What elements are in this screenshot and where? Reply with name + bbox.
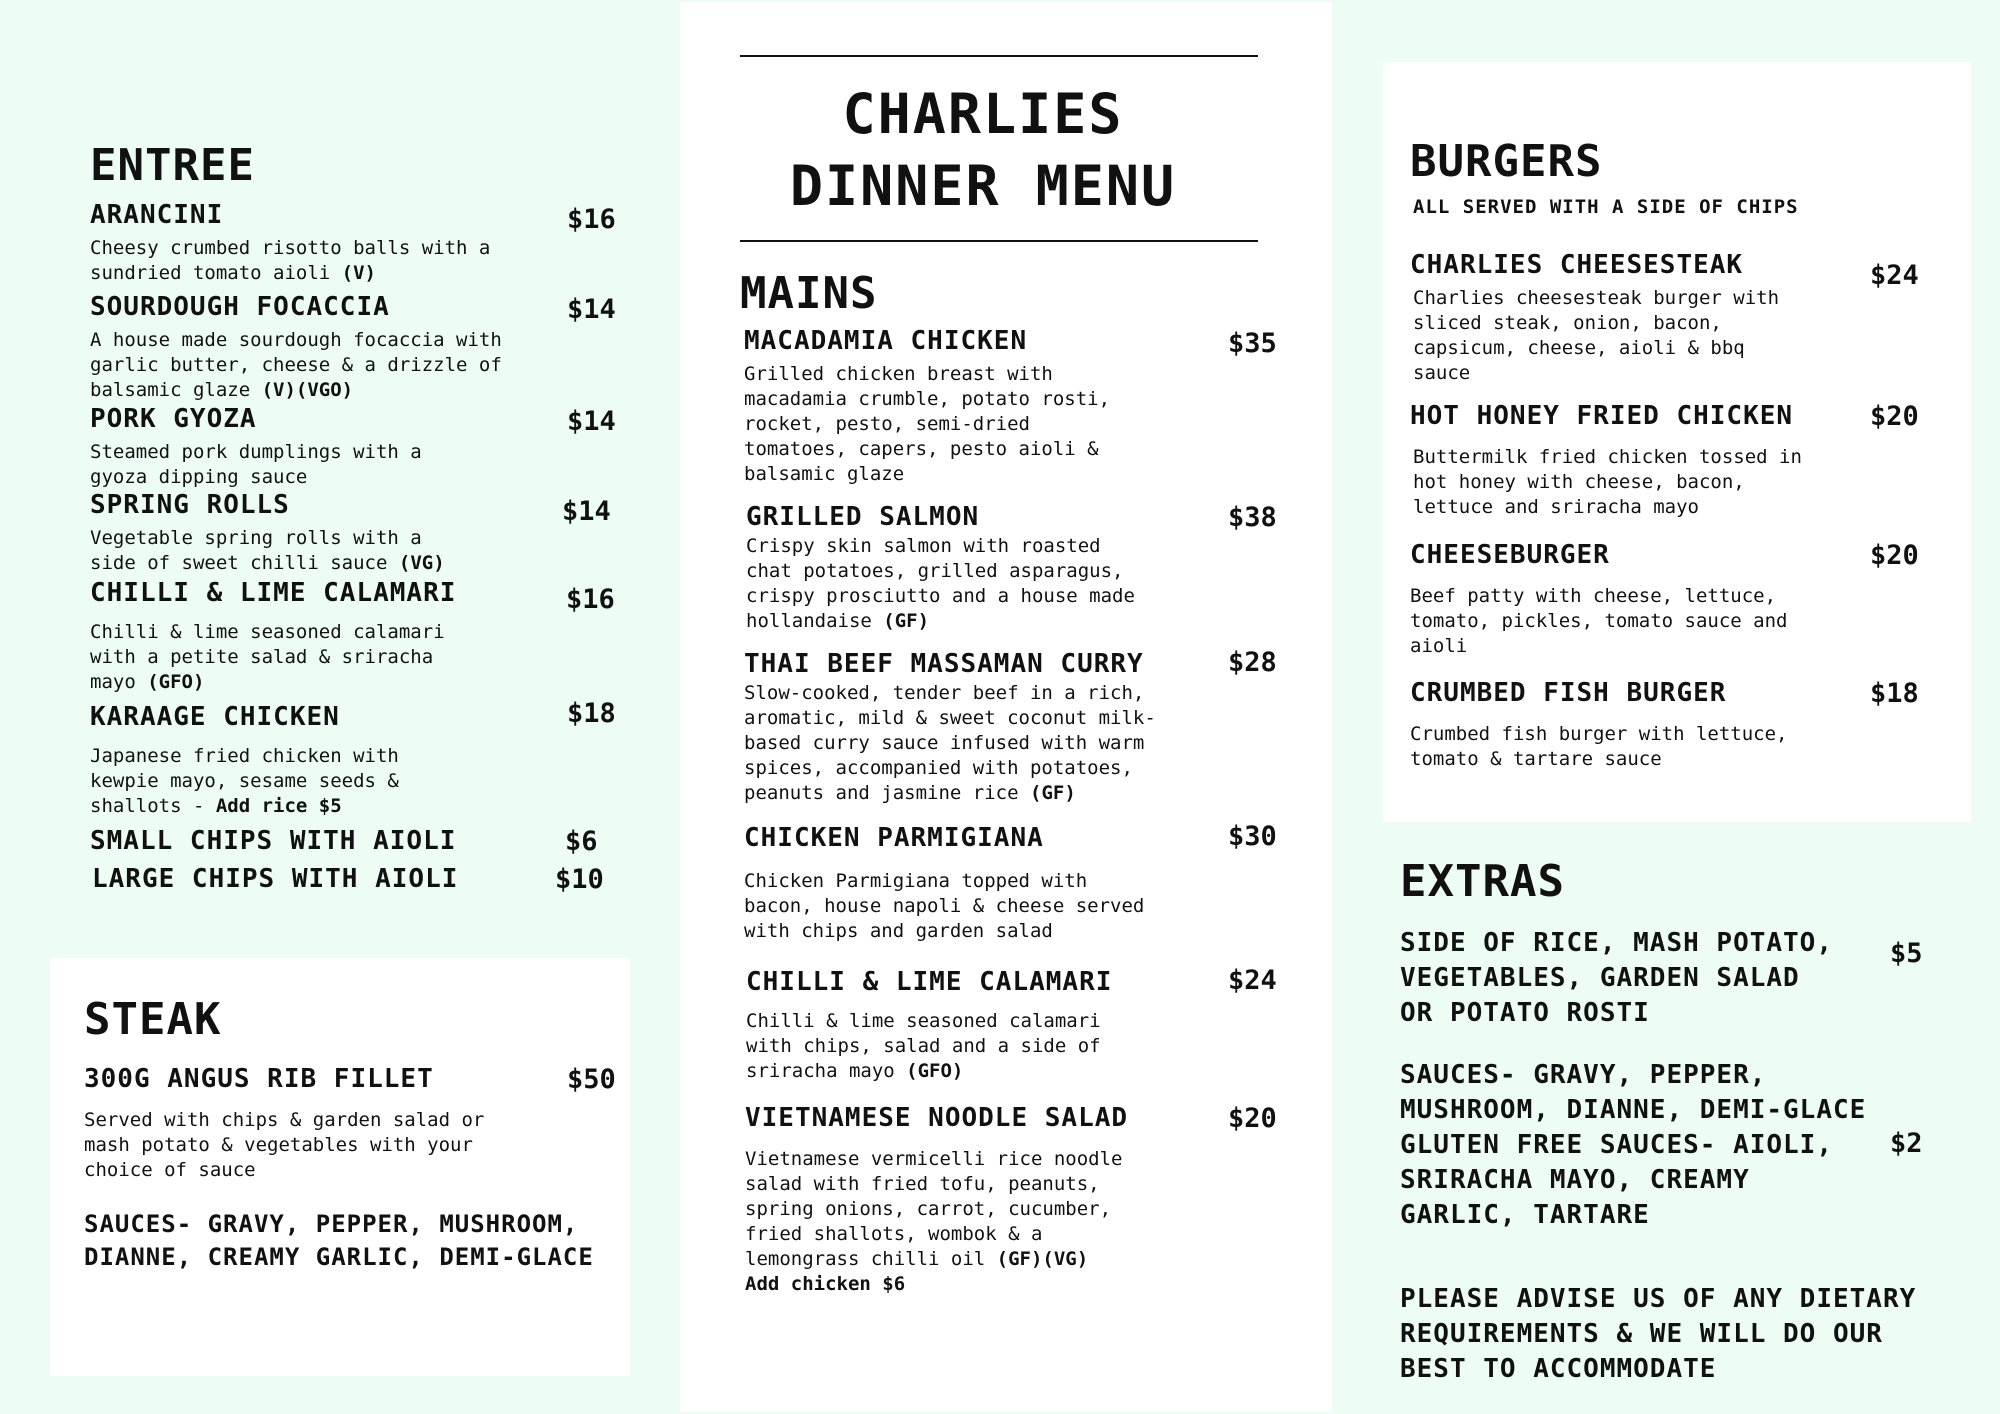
item-desc: Charlies cheesesteak burger with sliced steak, onion, bacon, capsicum, cheese, aioli & bbq sauce — [1413, 287, 1780, 384]
item-desc: Vegetable spring rolls with a side of sweet chilli sauce (VG) — [90, 527, 445, 574]
item-desc: Cheesy crumbed risotto balls with a sundried tomato aioli (V) — [90, 237, 491, 284]
item-desc: Grilled chicken breast with macadamia crumble, potato rosti, rocket, pesto, semi-dried tomatoes, capers, pesto aioli & balsamic glaze — [744, 363, 1111, 485]
item-name: SPRING ROLLS — [90, 490, 290, 520]
item-desc: Japanese fried chicken with kewpie mayo, sesame seeds & shallots - Add rice $5 — [90, 745, 399, 817]
entree-item-large-chips — [92, 864, 622, 894]
item-price: $20 — [1870, 540, 1919, 571]
item-name: PORK GYOZA — [90, 404, 257, 434]
burgers-item-cheesesteak — [1410, 250, 1950, 386]
steak-sauces: SAUCES- GRAVY, PEPPER, MUSHROOM, DIANNE, CREAMY GARLIC, DEMI-GLACE — [84, 1210, 594, 1271]
item-price: $10 — [555, 864, 604, 895]
steak-item-rib-fillet — [84, 1064, 624, 1183]
item-name: KARAAGE CHICKEN — [90, 702, 340, 732]
item-name: CHARLIES CHEESESTEAK — [1410, 250, 1744, 280]
entree-item-arancini — [90, 200, 620, 286]
item-price: $24 — [1228, 965, 1277, 996]
item-price: $20 — [1870, 401, 1919, 432]
item-name: SOURDOUGH FOCACCIA — [90, 292, 390, 322]
item-name: CRUMBED FISH BURGER — [1410, 678, 1727, 708]
menu-title-line2: DINNER MENU — [789, 154, 1177, 218]
mains-item-parmigiana — [744, 823, 1284, 944]
burgers-title: BURGERS — [1410, 136, 1603, 187]
entree-item-gyoza — [90, 404, 620, 490]
item-name: ARANCINI — [90, 200, 224, 230]
item-price: $14 — [567, 406, 616, 437]
item-price: $28 — [1228, 647, 1277, 678]
item-name: GRILLED SALMON — [746, 502, 980, 532]
mains-item-grilled-salmon — [746, 502, 1286, 634]
mains-item-macadamia-chicken — [744, 326, 1284, 487]
mains-item-noodle-salad — [745, 1103, 1285, 1297]
item-name: THAI BEEF MASSAMAN CURRY — [744, 649, 1144, 679]
item-name: CHICKEN PARMIGIANA — [744, 823, 1044, 853]
dietary-note: PLEASE ADVISE US OF ANY DIETARY REQUIREMENTS & WE WILL DO OUR BEST TO ACCOMMODATE — [1400, 1284, 1917, 1384]
menu-title-line1: CHARLIES — [842, 82, 1124, 146]
steak-title: STEAK — [84, 994, 222, 1045]
item-price: $30 — [1228, 821, 1277, 852]
item-desc: Chicken Parmigiana topped with bacon, house napoli & cheese served with chips and garden salad — [744, 870, 1145, 942]
mains-item-massaman-curry — [744, 649, 1284, 806]
mains-item-calamari — [746, 967, 1286, 1084]
entree-item-small-chips — [90, 826, 620, 856]
item-price: $38 — [1228, 502, 1277, 533]
item-desc: Beef patty with cheese, lettuce, tomato, pickles, tomato sauce and aioli — [1410, 585, 1788, 657]
item-price: $6 — [565, 826, 598, 857]
entree-item-calamari — [90, 578, 620, 695]
item-name: CHEESEBURGER — [1410, 540, 1610, 570]
item-price: $14 — [562, 496, 611, 527]
extras-title: EXTRAS — [1400, 856, 1565, 907]
extras-sauces: SAUCES- GRAVY, PEPPER, MUSHROOM, DIANNE, DEMI-GLACE — [1400, 1060, 1867, 1125]
entree-item-focaccia — [90, 292, 620, 403]
item-price: $24 — [1870, 260, 1919, 291]
item-desc: Steamed pork dumplings with a gyoza dipping sauce — [90, 441, 422, 488]
item-name: MACADAMIA CHICKEN — [744, 326, 1028, 356]
item-name: HOT HONEY FRIED CHICKEN — [1410, 401, 1794, 431]
item-desc: A house made sourdough focaccia with garlic butter, cheese & a drizzle of balsamic glaze (V)(VGO) — [90, 329, 502, 401]
burgers-subtitle: ALL SERVED WITH A SIDE OF CHIPS — [1413, 196, 1799, 218]
item-name: CHILLI & LIME CALAMARI — [90, 578, 457, 608]
entree-item-karaage — [90, 698, 620, 819]
item-price: $16 — [567, 204, 616, 235]
item-price: $20 — [1228, 1103, 1277, 1134]
extras-gf-sauces: GLUTEN FREE SAUCES- AIOLI, SRIRACHA MAYO, CREAMY GARLIC, TARTARE — [1400, 1130, 1833, 1230]
item-price: $16 — [566, 584, 615, 615]
header-top-rule — [740, 55, 1258, 57]
item-desc: Slow-cooked, tender beef in a rich, aromatic, mild & sweet coconut milk-based curry sauce infused with warm spices, accompanied with potatoes, peanuts and jasmine rice (GF) — [744, 682, 1156, 804]
item-name: SMALL CHIPS WITH AIOLI — [90, 826, 457, 856]
extras-sides: SIDE OF RICE, MASH POTATO, VEGETABLES, GARDEN SALAD OR POTATO ROSTI — [1400, 928, 1833, 1028]
item-desc: Chilli & lime seasoned calamari with a petite salad & sriracha mayo (GFO) — [90, 621, 445, 693]
burgers-item-cheeseburger — [1410, 540, 1950, 659]
entree-title: ENTREE — [90, 140, 255, 191]
item-name: LARGE CHIPS WITH AIOLI — [92, 864, 459, 894]
item-price: $35 — [1228, 328, 1277, 359]
item-price: $18 — [567, 698, 616, 729]
extras-sauces-price: $2 — [1890, 1128, 1923, 1159]
item-desc: Crispy skin salmon with roasted chat potatoes, grilled asparagus, crispy prosciutto and a house made hollandaise (GF) — [746, 535, 1135, 632]
entree-item-spring-rolls — [90, 490, 620, 576]
menu-title — [700, 78, 1266, 222]
item-name: VIETNAMESE NOODLE SALAD — [745, 1103, 1129, 1133]
burgers-item-fish-burger — [1410, 678, 1950, 772]
header-bottom-rule — [740, 240, 1258, 242]
item-desc: Vietnamese vermicelli rice noodle salad with fried tofu, peanuts, spring onions, carrot, cucumber, fried shallots, wombok & a lemongrass chilli oil (GF)(VG) Add chicken $6 — [745, 1148, 1123, 1295]
item-name: 300G ANGUS RIB FILLET — [84, 1064, 434, 1094]
burgers-item-hot-honey — [1410, 401, 1950, 520]
mains-title: MAINS — [740, 268, 878, 319]
item-desc: Served with chips & garden salad or mash potato & vegetables with your choice of sauce — [84, 1109, 485, 1181]
item-price: $14 — [567, 294, 616, 325]
item-desc: Crumbed fish burger with lettuce, tomato & tartare sauce — [1410, 723, 1788, 770]
item-name: CHILLI & LIME CALAMARI — [746, 967, 1113, 997]
item-desc: Buttermilk fried chicken tossed in hot honey with cheese, bacon, lettuce and sriracha mayo — [1413, 446, 1802, 518]
item-price: $50 — [567, 1064, 616, 1095]
item-desc: Chilli & lime seasoned calamari with chips, salad and a side of sriracha mayo (GFO) — [746, 1010, 1101, 1082]
item-price: $18 — [1870, 678, 1919, 709]
extras-sides-price: $5 — [1890, 938, 1923, 969]
